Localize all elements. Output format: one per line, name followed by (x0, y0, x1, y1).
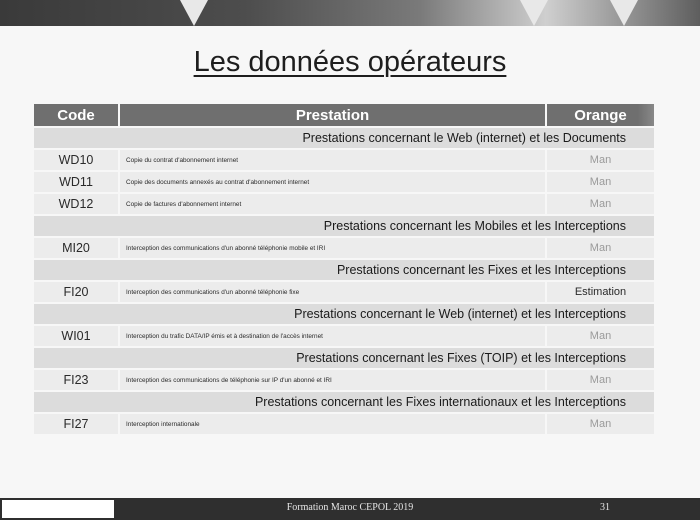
row-code: FI23 (34, 370, 120, 390)
row-description: Interception internationale (120, 414, 547, 434)
table-row (34, 238, 654, 258)
row-operator-value: Man (547, 194, 654, 214)
row-operator-value: Man (547, 150, 654, 170)
row-description: Copie du contrat d'abonnement internet (120, 150, 547, 170)
table-row (34, 414, 654, 434)
section-label: Prestations concernant les Fixes internationaux et les Interceptions (34, 392, 654, 412)
section-label: Prestations concernant les Mobiles et les Interceptions (34, 216, 654, 236)
top-banner (0, 0, 700, 26)
row-code: FI27 (34, 414, 120, 434)
row-operator-value: Man (547, 370, 654, 390)
section-label: Prestations concernant le Web (internet) et les Interceptions (34, 304, 654, 324)
table-row (34, 370, 654, 390)
section-row (34, 216, 654, 236)
row-operator-value: Estimation (547, 282, 654, 302)
table-row (34, 150, 654, 170)
slide-title: Les données opérateurs (193, 46, 507, 78)
row-description: Interception des communications d'un abonné téléphonie fixe (120, 282, 547, 302)
section-row (34, 348, 654, 368)
slide-footer (0, 498, 700, 520)
header-operator: Orange (547, 104, 654, 126)
row-description: Copie des documents annexés au contrat d'abonnement internet (120, 172, 547, 192)
page-number: 31 (600, 502, 610, 513)
header-code: Code (34, 104, 120, 126)
row-description: Interception des communications d'un abonné téléphonie mobile et IRI (120, 238, 547, 258)
table-row (34, 194, 654, 214)
row-code: WD11 (34, 172, 120, 192)
row-code: MI20 (34, 238, 120, 258)
table-row (34, 282, 654, 302)
table-row (34, 172, 654, 192)
section-row (34, 128, 654, 148)
section-row (34, 304, 654, 324)
row-description: Copie de factures d'abonnement internet (120, 194, 547, 214)
table-header-row (34, 104, 654, 126)
row-operator-value: Man (547, 172, 654, 192)
banner-shard (610, 0, 638, 26)
row-description: Interception du trafic DATA/IP émis et à destination de l'accès internet (120, 326, 547, 346)
row-operator-value: Man (547, 414, 654, 434)
banner-shard (520, 0, 548, 26)
row-code: FI20 (34, 282, 120, 302)
row-code: WD10 (34, 150, 120, 170)
row-description: Interception des communications de téléphonie sur IP d'un abonné et IRI (120, 370, 547, 390)
section-label: Prestations concernant les Fixes (TOIP) et les Interceptions (34, 348, 654, 368)
banner-shard (180, 0, 208, 26)
header-service: Prestation (120, 104, 547, 126)
row-operator-value: Man (547, 326, 654, 346)
section-label: Prestations concernant le Web (internet) et les Documents (34, 128, 654, 148)
table-row (34, 326, 654, 346)
section-label: Prestations concernant les Fixes et les Interceptions (34, 260, 654, 280)
section-row (34, 392, 654, 412)
row-code: WI01 (34, 326, 120, 346)
row-operator-value: Man (547, 238, 654, 258)
operator-data-table (34, 102, 654, 436)
footer-text: Formation Maroc CEPOL 2019 (286, 502, 414, 513)
row-code: WD12 (34, 194, 120, 214)
section-row (34, 260, 654, 280)
